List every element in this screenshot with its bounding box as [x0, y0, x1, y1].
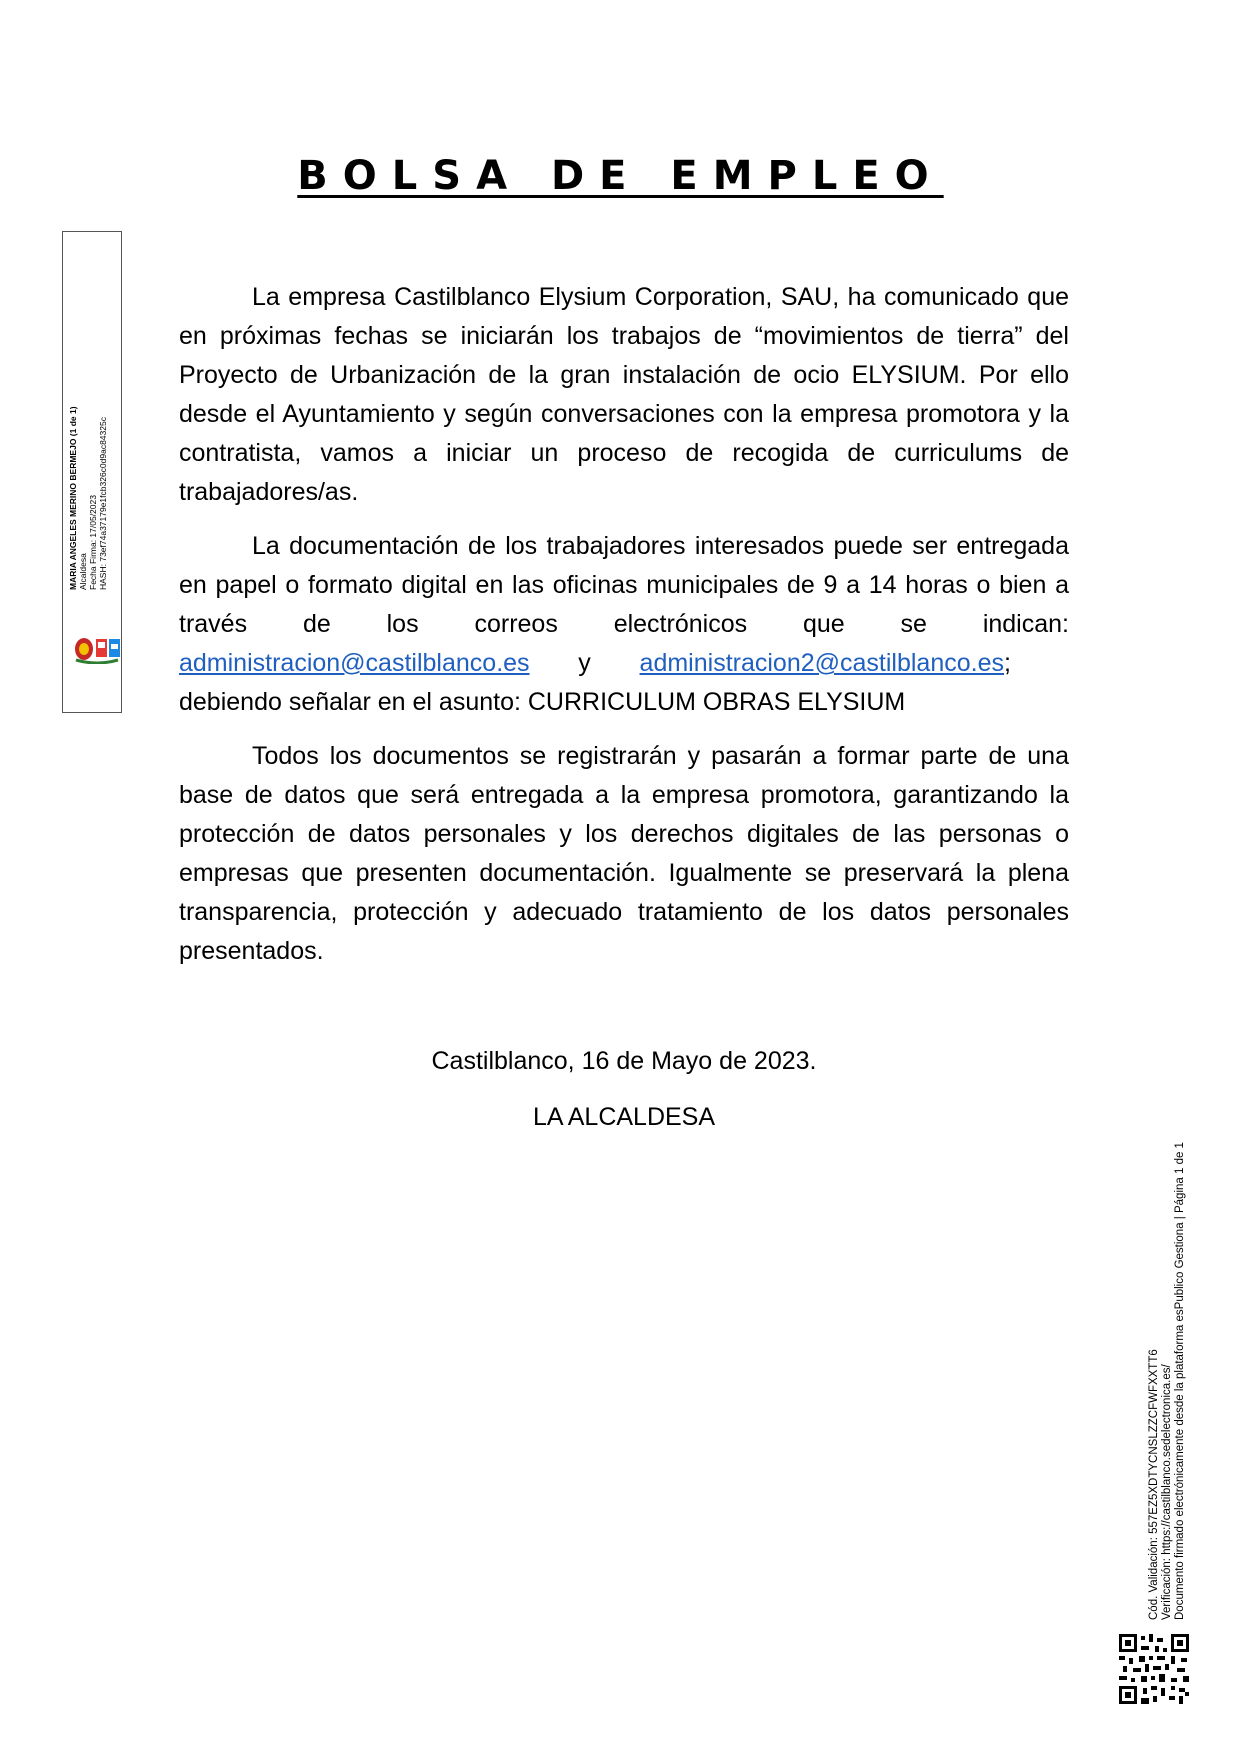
municipal-coat-of-arms-icon [72, 632, 122, 664]
document-body [179, 278, 1069, 986]
signer-role: Alcaldesa [78, 553, 88, 590]
document-title: BOLSA DE EMPLEO [297, 153, 944, 199]
signature-platform-note: Documento firmado electrónicamente desde la plataforma esPublico Gestiona | Página 1 de 1 [1174, 1142, 1186, 1620]
email-link-1[interactable]: administracion@castilblanco.es [179, 649, 530, 677]
signature-stamp-text [68, 375, 108, 590]
qr-code-icon[interactable] [1119, 1634, 1189, 1704]
paragraph-2 [179, 527, 1069, 722]
paragraph-3: Todos los documentos se registrarán y pasarán a formar parte de una base de datos que será entregada a la empresa promotora, garantizando la protección de datos personales y los derechos digitales de las personas o empresas que presenten documentación. Igualmente se preservará la plena transparencia, protección y adecuado tratamiento de los datos personales presentados. [179, 742, 1069, 965]
conjunction: y [578, 649, 591, 677]
paragraph-2-tail: ; debiendo señalar en el asunto: CURRICULUM OBRAS ELYSIUM [179, 649, 1011, 716]
validation-code: Cód. Validación: 557EZ5XDTYCNSLZZCFWFXXTT6 [1148, 1349, 1160, 1620]
signer-name: MARIA ANGELES MERINO BERMEJO (1 de 1) [68, 406, 78, 590]
email-link-2[interactable]: administracion2@castilblanco.es [639, 649, 1004, 677]
paragraph-2-text: La documentación de los trabajadores interesados puede ser entregada en papel o formato digital en las oficinas municipales de 9 a 14 horas o bien a través de los correos electrónicos que se indican: [179, 532, 1069, 638]
signature-hash: HASH: 73ef74a37179e1fcb326c0d9ac84325c [98, 417, 108, 590]
paragraph-1: La empresa Castilblanco Elysium Corporation, SAU, ha comunicado que en próximas fechas se iniciarán los trabajos de “movimientos de tierra” del Proyecto de Urbanización de la gran instalación de ocio ELYSIUM. Por ello desde el Ayuntamiento y según conversaciones con la empresa promotora y la contratista, vamos a iniciar un proceso de recogida de curriculums de trabajadores/as. [179, 283, 1069, 506]
closing-block [179, 1042, 1069, 1154]
signer-title: LA ALCALDESA [532, 1103, 716, 1131]
signature-date: Fecha Firma: 17/05/2023 [88, 495, 98, 590]
verification-url: Verificación: https://castilblanco.sedelectronica.es/ [1161, 1364, 1173, 1620]
validation-text [1148, 1100, 1187, 1620]
place-date: Castilblanco, 16 de Mayo de 2023. [431, 1047, 817, 1075]
